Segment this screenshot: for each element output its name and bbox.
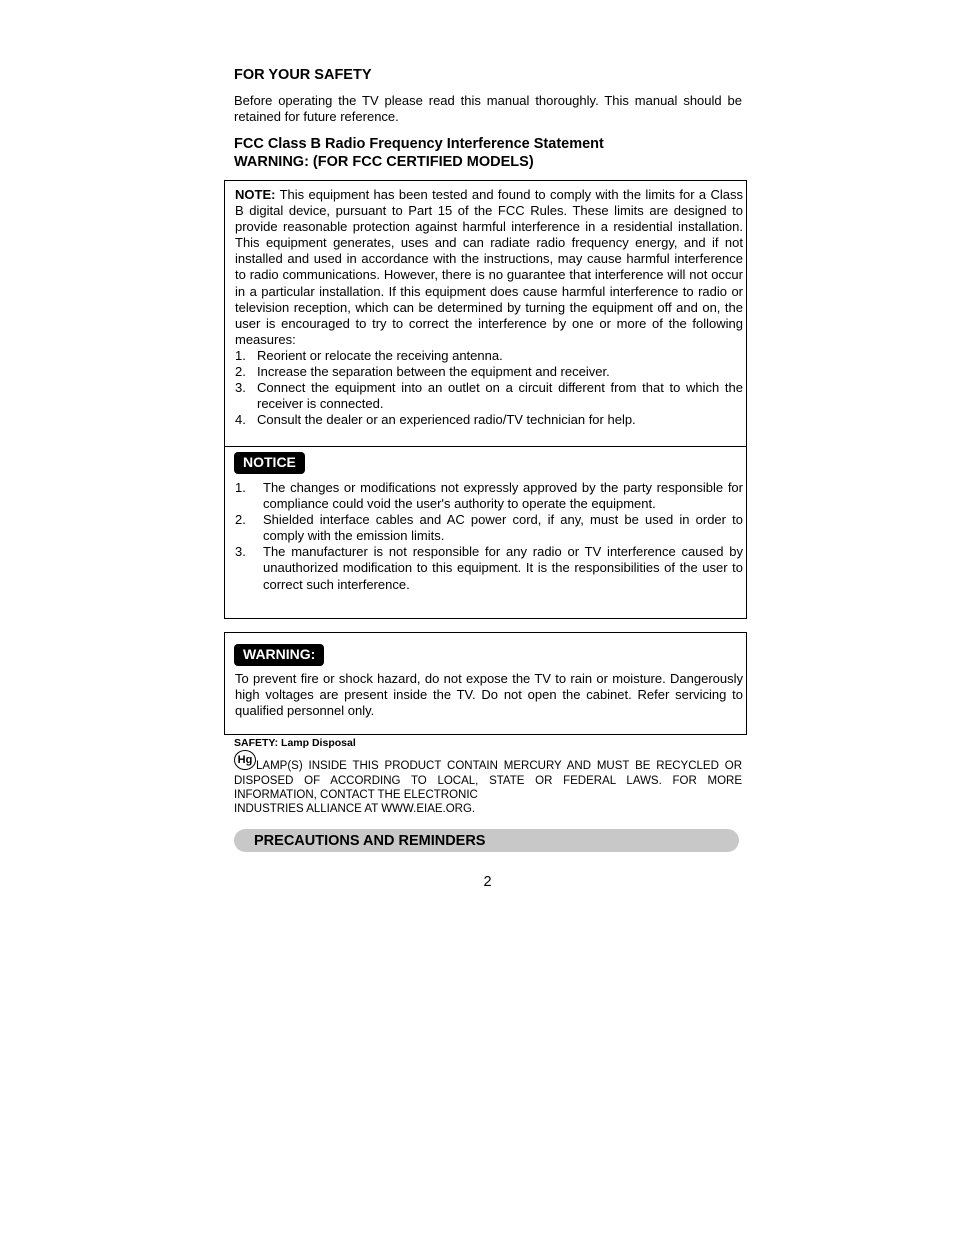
box-divider <box>225 446 746 447</box>
list-text: Shielded interface cables and AC power cord, if any, must be used in order to comply with the emission limits. <box>263 512 743 544</box>
mercury-icon: Hg <box>234 750 256 770</box>
list-item <box>235 348 743 364</box>
note-label: NOTE: <box>235 187 276 202</box>
list-number: 1. <box>235 480 246 495</box>
warning-box <box>224 632 747 735</box>
note-text: This equipment has been tested and found to comply with the limits for a Class B digital device, pursuant to Part 15 of the FCC Rules. These limits are designed to provide reasonable protection against harmful interference in a residential installation. This equipment generates, uses and can radiate radio frequency energy, and if not installed and used in accordance with the instructions, may cause harmful interference to radio communications. However, there is no guarantee that interference will not occur in a particular installation. If this equipment does cause harmful interference to radio or television reception, which can be determined by turning the equipment off and on, the user is encouraged to try to correct the interference by one or more of the following measures: <box>235 187 743 347</box>
list-item <box>235 480 743 512</box>
list-number: 1. <box>235 347 246 363</box>
safety-intro: Before operating the TV please read this manual thoroughly. This manual should be retained for future reference. <box>234 93 742 124</box>
warning-text: To prevent fire or shock hazard, do not expose the TV to rain or moisture. Dangerously high voltages are present inside the TV. Do not open the cabinet. Refer servicing to qualified personnel only. <box>235 671 743 718</box>
list-item <box>235 544 743 592</box>
notice-list <box>235 480 743 593</box>
fcc-title-line2: WARNING: (FOR FCC CERTIFIED MODELS) <box>234 154 534 170</box>
list-item <box>235 412 743 428</box>
list-item <box>235 512 743 544</box>
lamp-disposal-title: SAFETY: Lamp Disposal <box>234 737 356 749</box>
list-number: 3. <box>235 544 246 560</box>
safety-heading: FOR YOUR SAFETY <box>234 67 372 83</box>
fcc-note <box>235 187 743 428</box>
list-text: The manufacturer is not responsible for any radio or TV interference caused by unauthorized modification to this equipment. It is the responsibilities of the user to correct such interference. <box>263 544 743 592</box>
list-text: The changes or modifications not expressly approved by the party responsible for compliance could void the user's authority to operate the equipment. <box>263 480 743 512</box>
precautions-heading: PRECAUTIONS AND REMINDERS <box>254 833 486 849</box>
list-number: 2. <box>235 364 246 380</box>
precautions-section-bar <box>234 829 739 852</box>
notice-badge: NOTICE <box>234 452 305 474</box>
list-item <box>235 364 743 380</box>
list-number: 3. <box>235 380 246 396</box>
list-number: 2. <box>235 512 246 528</box>
lamp-disposal-text-2: INDUSTRIES ALLIANCE AT WWW.EIAE.ORG. <box>234 803 476 815</box>
list-text: Consult the dealer or an experienced radio/TV technician for help. <box>257 412 636 428</box>
list-number: 4. <box>235 412 246 428</box>
list-text: Increase the separation between the equipment and receiver. <box>257 364 610 380</box>
list-text: Connect the equipment into an outlet on a circuit different from that to which the receiver is connected. <box>257 380 743 412</box>
list-item <box>235 380 743 412</box>
note-paragraph <box>235 187 743 348</box>
list-text: Reorient or relocate the receiving antenna. <box>257 347 503 363</box>
page-number: 2 <box>483 874 492 890</box>
fcc-title <box>234 135 604 171</box>
measures-list <box>235 348 743 428</box>
fcc-title-line1: FCC Class B Radio Frequency Interference Statement <box>234 136 604 152</box>
lamp-disposal-text: LAMP(S) INSIDE THIS PRODUCT CONTAIN MERCURY AND MUST BE RECYCLED OR DISPOSED OF ACCORDING TO LOCAL, STATE OR FEDERAL LAWS. FOR MORE INFORMATION, CONTACT THE ELECTRONIC <box>234 760 742 801</box>
fcc-notice-box <box>224 180 747 619</box>
warning-badge: WARNING: <box>234 644 324 666</box>
